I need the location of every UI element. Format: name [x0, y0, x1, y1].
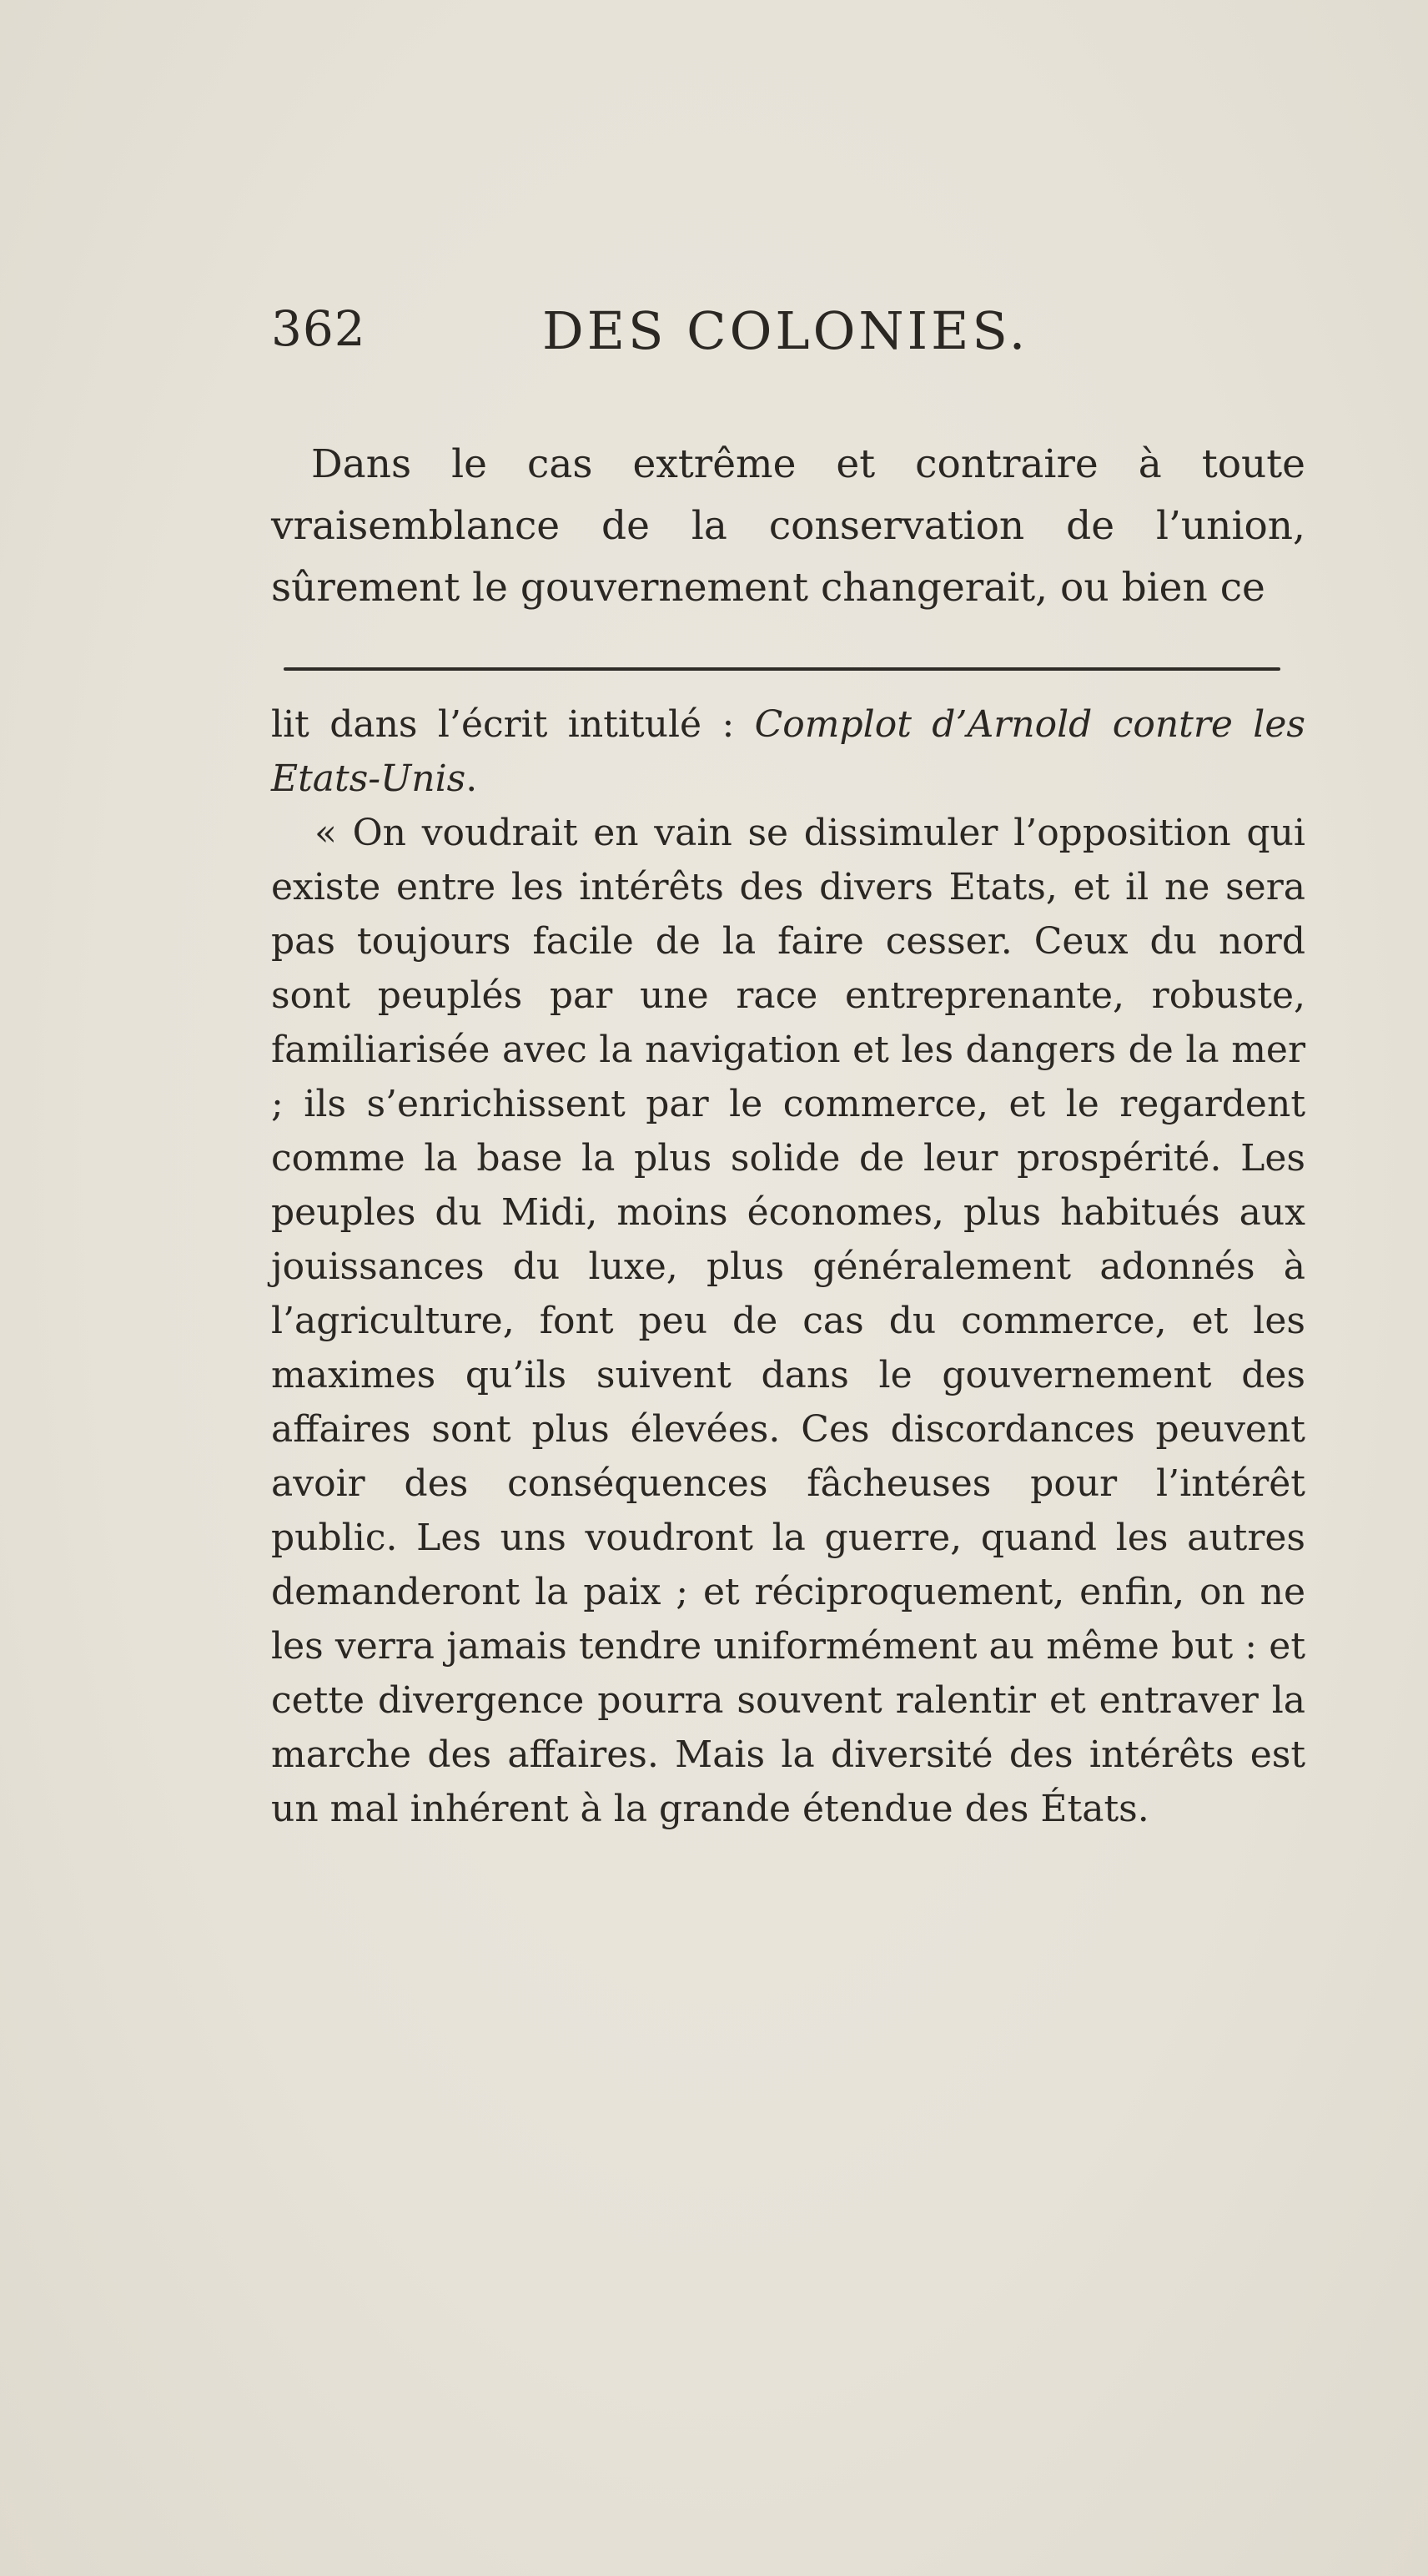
- page-number: 362: [271, 300, 366, 357]
- footnote-separator-rule: [284, 667, 1280, 671]
- footnote-lead-end: .: [465, 757, 478, 800]
- footnote-quote-paragraph: « On voudrait en vain se dissimuler l’opposition qui existe entre les intérêts des divers Etats, et il ne sera pas toujours facile de la faire cesser. Ceux du nord sont peuplés par une race entreprenante, robuste, familiarisée avec la navigation et les dangers de la mer ; ils s’enrichissent par le commerce, et le regardent comme la base la plus solide de leur prospérité. Les peuples du Midi, moins économes, plus habitués aux jouissances du luxe, plus généralement adonnés à l’agriculture, font peu de cas du commerce, et les maximes qu’ils suivent dans le gouvernement des affaires sont plus élevées. Ces discordances peuvent avoir des conséquences fâcheuses pour l’intérêt public. Les uns voudront la guerre, quand les autres demanderont la paix ; et réciproquement, enfin, on ne les verra jamais tendre uniformément au même but : et cette divergence pourra souvent ralentir et entraver la marche des affaires. Mais la diversité des intérêts est un mal inhérent à la grande étendue des États.: [271, 812, 1305, 1830]
- page-header: [271, 300, 1380, 367]
- main-text: [271, 434, 1305, 619]
- footnote-lead-text: lit dans l’écrit intitulé :: [271, 703, 755, 746]
- running-title: DES COLONIES.: [542, 300, 1029, 361]
- footnote-lead: [271, 697, 1305, 806]
- intro-paragraph: Dans le cas extrême et contraire à toute vraisemblance de la conservation de l’union, sûrement le gouvernement changerait, ou bien ce: [271, 441, 1305, 611]
- cited-work-title: Complot d’Arnold contre les Etats-Unis: [271, 703, 1305, 800]
- footnote: [271, 697, 1305, 1836]
